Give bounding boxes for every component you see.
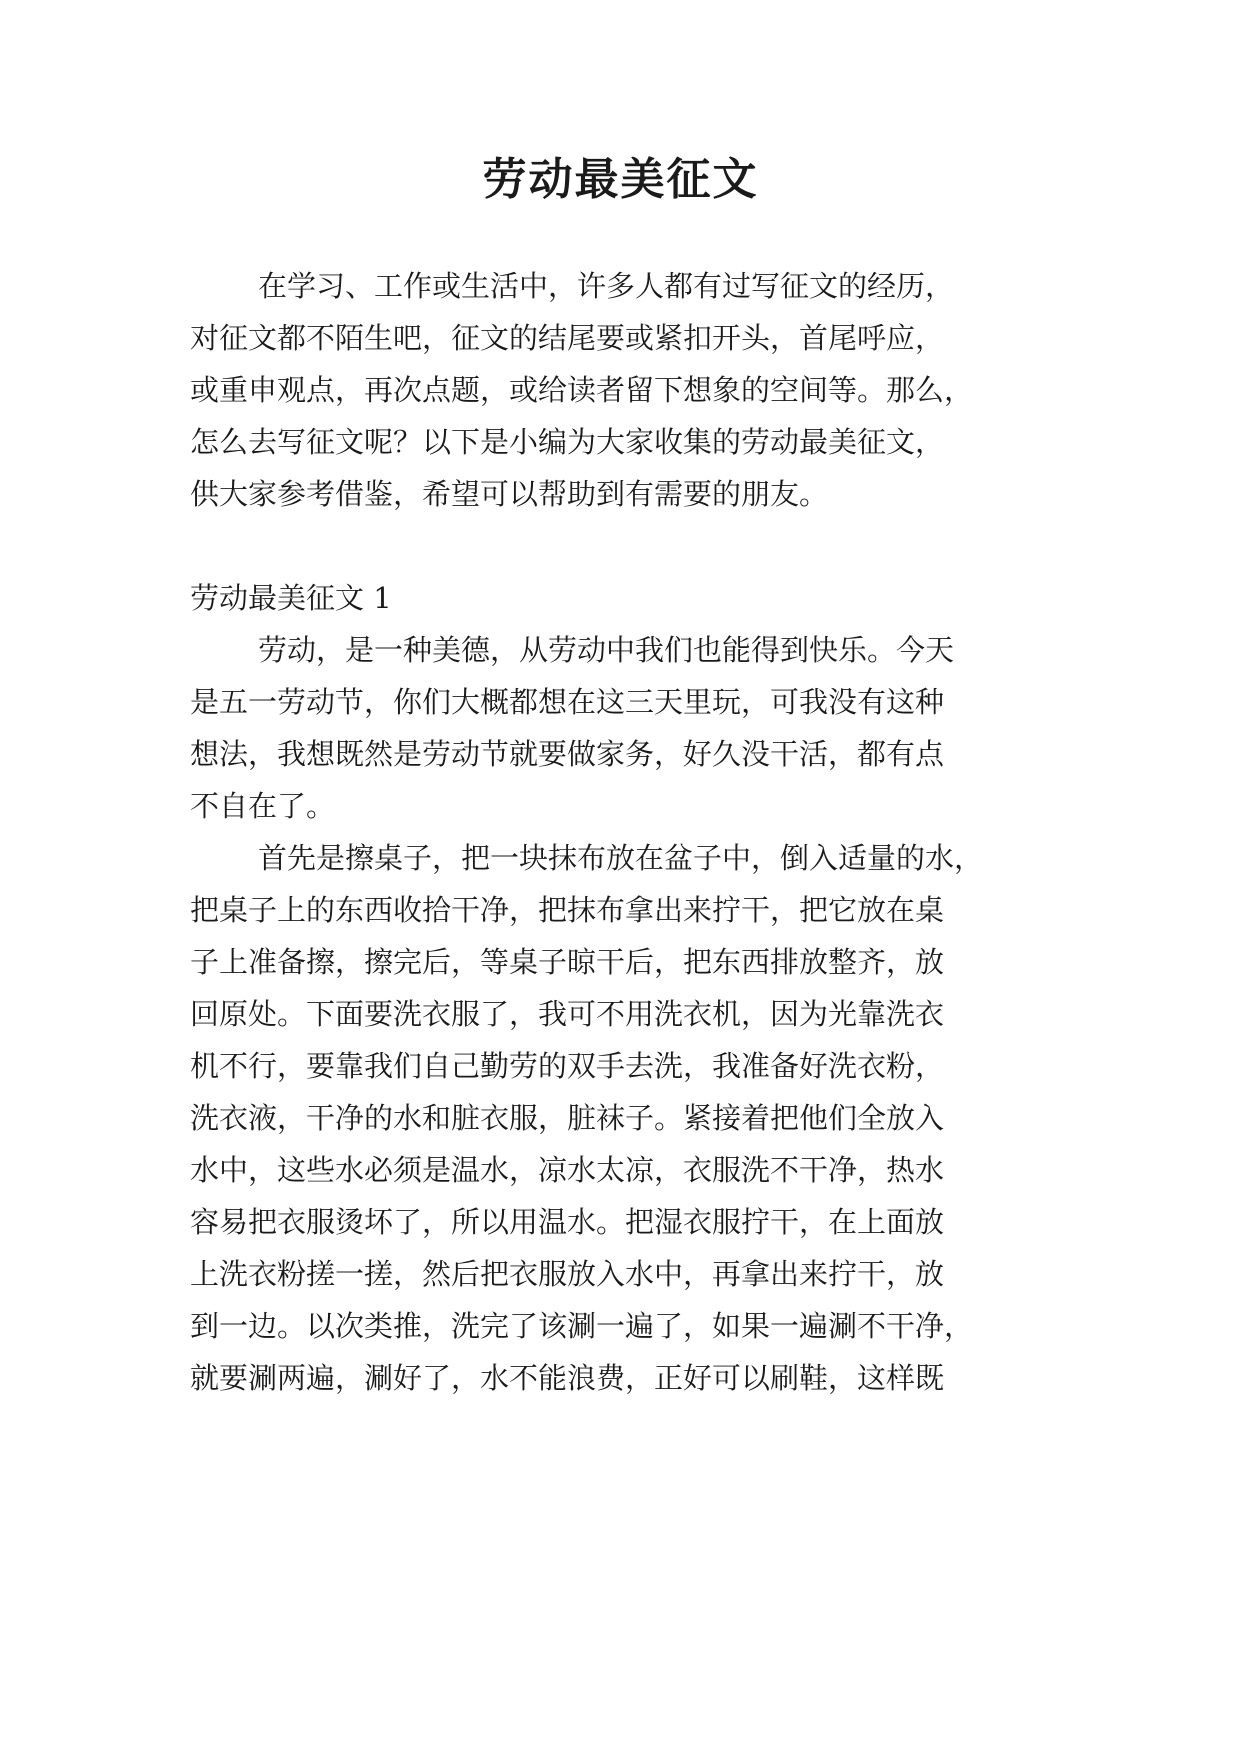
paragraph-line: 子上准备擦，擦完后，等桌子晾干后，把东西排放整齐，放 — [190, 945, 945, 979]
intro-line: 在学习、工作或生活中，许多人都有过写征文的经历， — [258, 269, 955, 303]
paragraph-line: 容易把衣服烫坏了，所以用温水。把湿衣服拧干，在上面放 — [190, 1205, 945, 1239]
paragraph-line: 就要涮两遍，涮好了，水不能浪费，正好可以刷鞋，这样既 — [190, 1361, 945, 1395]
paragraph-line: 到一边。以次类推，洗完了该涮一遍了，如果一遍涮不干净， — [190, 1309, 974, 1343]
paragraph-line: 首先是擦桌子，把一块抹布放在盆子中，倒入适量的水， — [258, 841, 984, 875]
paragraph-line: 机不行，要靠我们自己勤劳的双手去洗，我准备好洗衣粉， — [190, 1049, 945, 1083]
paragraph-line: 想法，我想既然是劳动节就要做家务，好久没干活，都有点 — [190, 737, 945, 771]
paragraph-line: 把桌子上的东西收拾干净，把抹布拿出来拧干，把它放在桌 — [190, 893, 945, 927]
paragraph-line: 水中，这些水必须是温水，凉水太凉，衣服洗不干净，热水 — [190, 1153, 945, 1187]
intro-line: 供大家参考借鉴，希望可以帮助到有需要的朋友。 — [190, 477, 829, 511]
intro-line: 或重申观点，再次点题，或给读者留下想象的空间等。那么， — [190, 373, 974, 407]
intro-line: 对征文都不陌生吧，征文的结尾要或紧扣开头，首尾呼应， — [190, 321, 945, 355]
section-heading: 劳动最美征文 1 — [190, 581, 392, 615]
paragraph-line: 回原处。下面要洗衣服了，我可不用洗衣机，因为光靠洗衣 — [190, 997, 945, 1031]
document-title: 劳动最美征文 — [482, 154, 759, 205]
paragraph-line: 洗衣液，干净的水和脏衣服，脏袜子。紧接着把他们全放入 — [190, 1101, 945, 1135]
paragraph-line: 不自在了。 — [190, 789, 336, 823]
paragraph-line: 是五一劳动节，你们大概都想在这三天里玩，可我没有这种 — [190, 685, 945, 719]
paragraph-line: 上洗衣粉搓一搓，然后把衣服放入水中，再拿出来拧干，放 — [190, 1257, 945, 1291]
intro-line: 怎么去写征文呢？以下是小编为大家收集的劳动最美征文， — [190, 425, 945, 459]
paragraph-line: 劳动，是一种美德，从劳动中我们也能得到快乐。今天 — [258, 633, 955, 667]
